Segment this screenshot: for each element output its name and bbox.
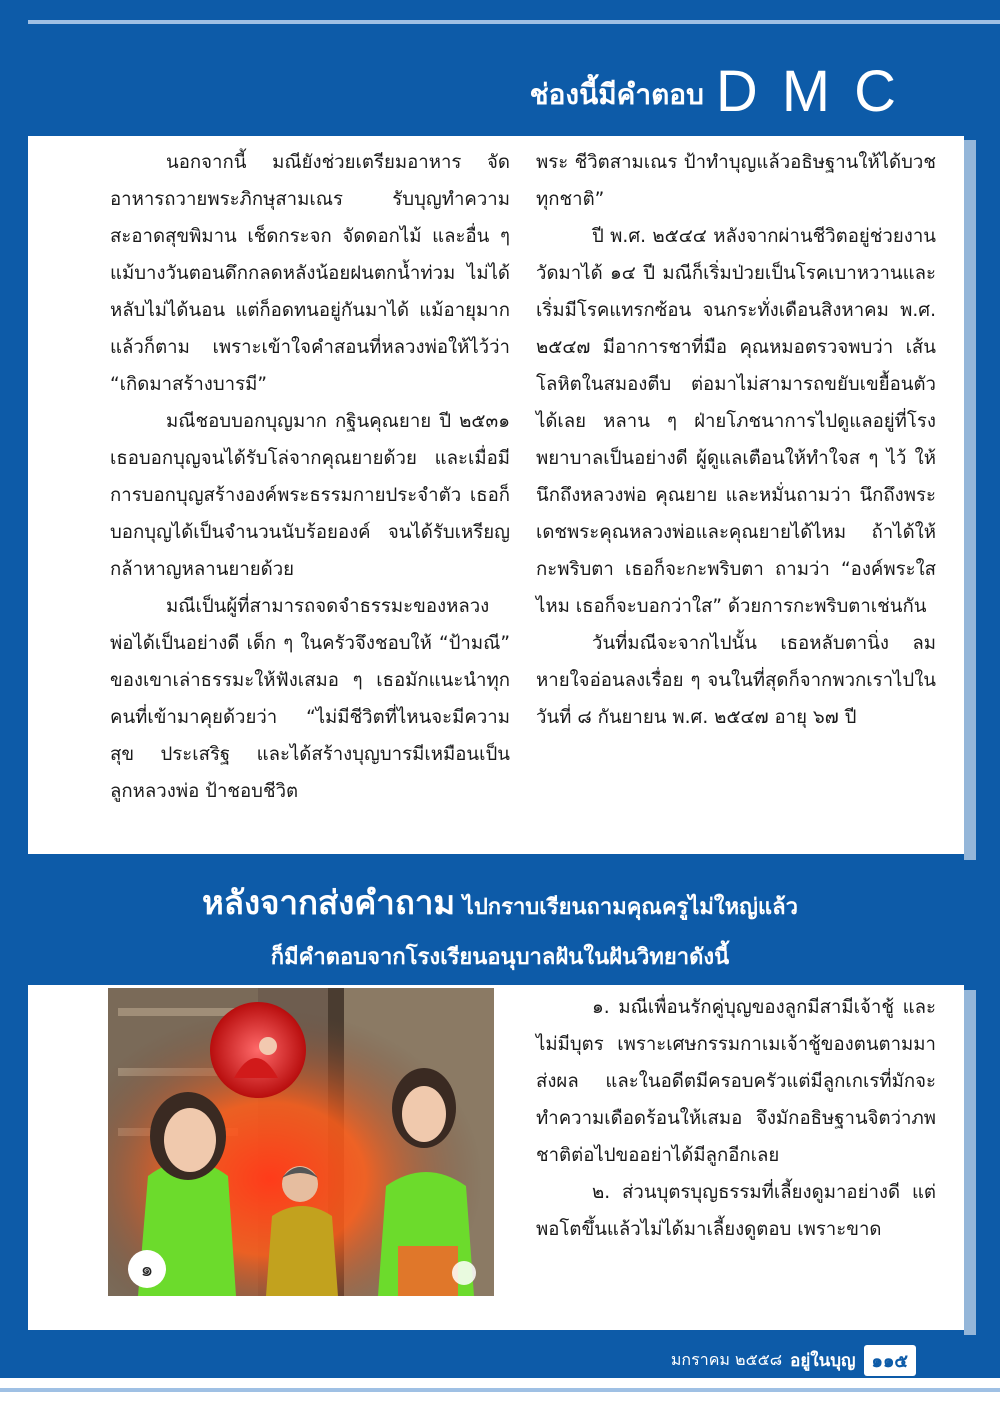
answer-heading [0, 876, 1000, 974]
top-accent-line [28, 20, 1000, 24]
section-title-dmc: DMC [715, 59, 920, 124]
answer-column [536, 989, 936, 1248]
paragraph: มณีเป็นผู้ที่สามารถจดจำธรรมะของหลวงพ่อได้เป็นอย่างดี เด็ก ๆ ในครัวจึงชอบให้ “ป้ามณี” ของเขาเล่าธรรมะให้ฟังเสมอ ๆ เธอมักแนะนำทุกคนที่เข้ามาคุยด้วยว่า “ไม่มีชีวิตที่ไหนจะมีความสุข ประเสริฐ และได้สร้างบุญบารมีเหมือนเป็นลูกหลวงพ่อ ป้าชอบชีวิต [110, 596, 510, 802]
paragraph: นอกจากนี้ มณียังช่วยเตรียมอาหาร จัดอาหารถวายพระภิกษุสามเณร รับบุญทำความสะอาดสุขพิมาน เช็ดกระจก จัดดอกไม้ และอื่น ๆ แม้บางวันตอนดึกกลดหลังน้อยฝนตกน้ำท่วม ไม่ได้หลับไม่ได้นอน แต่ก็อดทนอยู่กันมาได้ แม้อายุมากแล้วก็ตาม เพราะเข้าใจคำสอนที่หลวงพ่อให้ไว้ว่า “เกิดมาสร้างบารมี” [110, 152, 510, 395]
answer-heading-line2: ก็มีคำตอบจากโรงเรียนอนุบาลฝันในฝันวิทยาดังนี้ [270, 945, 730, 970]
bottom-strip [0, 1378, 1000, 1405]
magazine-name: อยู่ในบุญ [790, 1351, 856, 1371]
paragraph: ๑. มณีเพื่อนรักคู่บุญของลูกมีสามีเจ้าชู้ และไม่มีบุตร เพราะเศษกรรมกาเมเจ้าชู้ของตนตามมาส่งผล และในอดีตมีครอบครัวแต่มีลูกเกเรที่มักจะทำความเดือดร้อนให้เสมอ จึงมักอธิษฐานจิตว่าภพชาติต่อไปขออย่าได้มีลูกอีกเลย [536, 997, 936, 1166]
paragraph: ๒. ส่วนบุตรบุญธรรมที่เลี้ยงดูมาอย่างดี แต่พอโตขึ้นแล้วไม่ได้มาเลี้ยงดูตอบ เพราะขาด [536, 1182, 936, 1240]
paragraph: ปี พ.ศ. ๒๕๔๔ หลังจากผ่านชีวิตอยู่ช่วยงานวัดมาได้ ๑๔ ปี มณีก็เริ่มป่วยเป็นโรคเบาหวานและเริ่มมีโรคแทรกซ้อน จนกระทั่งเดือนสิงหาคม พ.ศ. ๒๕๔๗ มีอาการชาที่มือ คุณหมอตรวจพบว่า เส้นโลหิตในสมองตีบ ต่อมาไม่สามารถขยับเขยื้อนตัวได้เลย หลาน ๆ ฝ่ายโภชนาการไปดูแลอยู่ที่โรงพยาบาลเป็นอย่างดี ผู้ดูแลเตือนให้ทำใจส ๆ ไว้ ให้นึกถึงหลวงพ่อ คุณยาย และหมั่นถามว่า นึกถึงพระเดชพระคุณหลวงพ่อและคุณยายได้ไหม ถ้าได้ให้กะพริบตา เธอก็จะกะพริบตา ถามว่า “องค์พระใสไหม เธอก็จะบอกว่าใส” ด้วยการกะพริบตาเช่นกัน [536, 226, 936, 617]
section-header [530, 58, 920, 125]
illustration-art [108, 988, 494, 1296]
article-column-left [110, 144, 510, 810]
paragraph: พระ ชีวิตสามเณร ป้าทำบุญแล้วอธิษฐานให้ได้บวชทุกชาติ” [536, 152, 936, 210]
panel-shadow [964, 140, 976, 860]
panel-shadow [964, 990, 976, 1335]
answer-heading-line1 [0, 876, 1000, 929]
answer-panel [28, 985, 964, 1330]
answer-heading-bold: หลังจากส่งคำถาม [202, 883, 456, 922]
paragraph: มณีชอบบอกบุญมาก กฐินคุณยาย ปี ๒๕๓๑ เธอบอกบุญจนได้รับโล่จากคุณยายด้วย และเมื่อมีการบอกบุญสร้างองค์พระธรรมกายประจำตัว เธอก็บอกบุญได้เป็นจำนวนนับร้อยองค์ จนได้รับเหรียญกล้าหาญหลานยายด้วย [110, 411, 510, 580]
page-footer [671, 1345, 916, 1376]
bottom-accent-line [0, 1388, 1000, 1392]
figure-number: ๑ [128, 1250, 166, 1288]
answer-heading-rest: ไปกราบเรียนถามคุณครูไม่ใหญ่แล้ว [462, 895, 798, 920]
article-column-right [536, 144, 936, 736]
article-panel [28, 136, 964, 854]
issue-date: มกราคม ๒๕๕๘ [670, 1350, 783, 1369]
page-number: ๑๑๕ [864, 1345, 916, 1376]
illustration [108, 988, 494, 1296]
paragraph: วันที่มณีจะจากไปนั้น เธอหลับตานิ่ง ลมหายใจอ่อนลงเรื่อย ๆ จนในที่สุดก็จากพวกเราไปในวันที่ ๘ กันยายน พ.ศ. ๒๕๔๗ อายุ ๖๗ ปี [536, 633, 936, 728]
section-title-thai: ช่องนี้มีคำตอบ [529, 78, 704, 111]
